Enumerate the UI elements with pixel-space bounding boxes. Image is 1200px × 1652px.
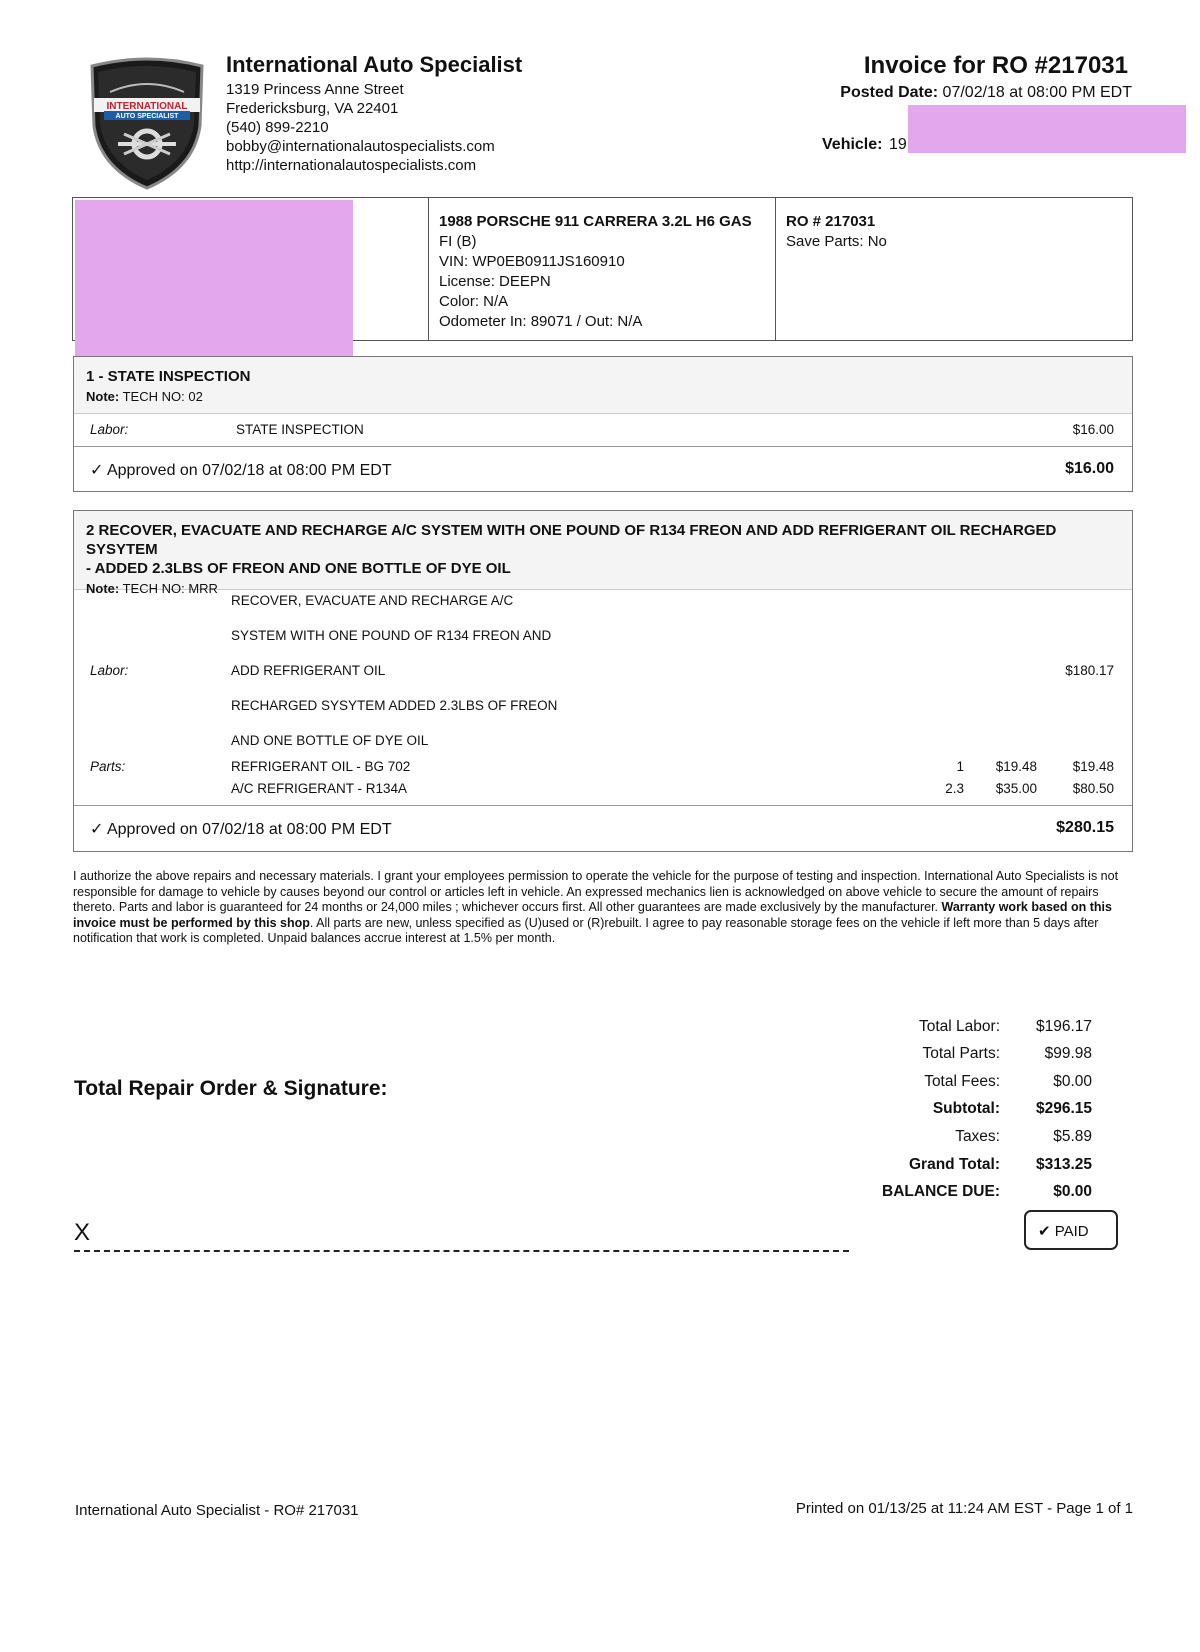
total-parts-label: Total Parts: xyxy=(922,1045,1000,1062)
taxes-value: $5.89 xyxy=(1053,1128,1092,1145)
footer-printed: Printed on 01/13/25 at 11:24 AM EST - Page 1 of 1 xyxy=(795,1500,1133,1517)
shop-name: International Auto Specialist xyxy=(226,52,523,77)
taxes-label: Taxes: xyxy=(955,1128,1000,1145)
total-fees-label: Total Fees: xyxy=(924,1073,1000,1090)
job-1-note xyxy=(86,389,1120,404)
part-1-desc: REFRIGERANT OIL - BG 702 xyxy=(231,759,411,774)
authorization-text xyxy=(73,869,1135,947)
job-2-labor-line-3: ADD REFRIGERANT OIL xyxy=(231,663,386,678)
posted-date xyxy=(840,84,1132,102)
signature-line[interactable] xyxy=(74,1250,849,1252)
part-2-price: $35.00 xyxy=(995,781,1037,796)
job-2-parts-label: Parts: xyxy=(90,759,126,774)
ro-details xyxy=(786,212,887,252)
job-1-labor-amount: $16.00 xyxy=(1072,422,1114,437)
subtotal-value: $296.15 xyxy=(1035,1100,1092,1117)
redaction-vehicle xyxy=(908,105,1186,153)
save-parts: Save Parts: No xyxy=(786,233,887,250)
job-2-total: $280.15 xyxy=(1056,819,1114,836)
job-1 xyxy=(73,356,1133,492)
vehicle-details xyxy=(428,198,776,340)
balance-due-label: BALANCE DUE: xyxy=(882,1183,1000,1200)
job-1-approved-row xyxy=(74,446,1132,491)
job-2-title-line-1: 2 RECOVER, EVACUATE AND RECHARGE A/C SYSTEM WITH ONE POUND OF R134 FREON AND ADD REFRIGERANT OIL RECHARGED SYSYTEM xyxy=(86,522,1057,558)
part-2-desc: A/C REFRIGERANT - R134A xyxy=(231,781,408,796)
job-2-labor-label: Labor: xyxy=(90,663,129,678)
part-1-price: $19.48 xyxy=(995,759,1037,774)
logo-text-2: AUTO SPECIALIST xyxy=(115,113,179,120)
job-1-labor-label: Labor: xyxy=(90,422,129,437)
part-2-qty: 2.3 xyxy=(945,781,964,796)
vehicle-odometer: Odometer In: 89071 / Out: N/A xyxy=(439,313,643,330)
job-1-note-label: Note: xyxy=(86,389,120,404)
job-2-labor-line-2: SYSTEM WITH ONE POUND OF R134 FREON AND xyxy=(231,628,552,643)
invoice-title: Invoice for RO #217031 xyxy=(863,52,1128,79)
posted-label: Posted Date: xyxy=(840,84,939,101)
job-2-labor-line-4: RECHARGED SYSYTEM ADDED 2.3LBS OF FREON xyxy=(231,698,558,713)
total-parts-value: $99.98 xyxy=(1044,1045,1092,1062)
footer-ro: International Auto Specialist - RO# 217031 xyxy=(75,1502,359,1519)
signature-title: Total Repair Order & Signature: xyxy=(74,1077,388,1100)
part-2-amount: $80.50 xyxy=(1072,781,1114,796)
vehicle-license: License: DEEPN xyxy=(439,273,551,290)
shop-address-1: 1319 Princess Anne Street xyxy=(226,81,404,98)
ro-number: RO # 217031 xyxy=(786,213,876,230)
paid-badge: ✔ PAID xyxy=(1024,1210,1118,1250)
job-2-title-line-2: - ADDED 2.3LBS OF FREON AND ONE BOTTLE OF DYE OIL xyxy=(86,560,511,577)
job-2-approved-row xyxy=(74,805,1132,850)
job-1-approved: ✓ Approved on 07/02/18 at 08:00 PM EDT xyxy=(90,462,392,479)
shop-address-2: Fredericksburg, VA 22401 xyxy=(226,100,399,117)
job-2-labor-amount: $180.17 xyxy=(1065,663,1114,678)
job-2-labor-line-1: RECOVER, EVACUATE AND RECHARGE A/C xyxy=(231,593,514,608)
job-1-title: 1 - STATE INSPECTION xyxy=(86,368,251,385)
disclaimer-warranty: Warranty work based on this invoice must be performed by this shop xyxy=(73,900,1112,930)
logo-text-1: INTERNATIONAL xyxy=(106,101,188,112)
disclaimer-part-1: I authorize the above repairs and necessary materials. I grant your employees permission to operate the vehicle for the purpose of testing and inspection. International Auto Specialists is not responsible for damage to vehicle by causes beyond our control or articles left in vehicle. An expressed mechanics lien is acknowledged on above vehicle to secure the amount of repairs thereto. Parts and labor is guaranteed for 24 months or 24,000 miles ; whichever occurs first. All other guarantees are made exclusively by the manufacturer. xyxy=(73,869,1119,915)
job-2-note-label: Note: xyxy=(86,581,120,596)
redaction-customer xyxy=(75,200,353,365)
posted-value: 07/02/18 at 08:00 PM EDT xyxy=(942,84,1132,101)
shop-logo xyxy=(86,56,208,190)
shop-website[interactable]: http://internationalautospecialists.com xyxy=(226,157,477,174)
job-1-note-text: TECH NO: 02 xyxy=(122,389,203,404)
signature-x: X xyxy=(74,1219,91,1246)
vehicle-vin: VIN: WP0EB0911JS160910 xyxy=(439,253,625,270)
job-1-total: $16.00 xyxy=(1065,460,1114,477)
job-1-labor-desc: STATE INSPECTION xyxy=(236,422,364,437)
job-1-header xyxy=(74,357,1132,414)
vehicle-color: Color: N/A xyxy=(439,293,509,310)
vehicle-label: Vehicle: xyxy=(822,136,883,153)
job-2-labor-line-5: AND ONE BOTTLE OF DYE OIL xyxy=(231,733,429,748)
total-fees-value: $0.00 xyxy=(1053,1073,1092,1090)
job-2-note-text: TECH NO: MRR xyxy=(122,581,218,596)
vehicle-value: 19 xyxy=(889,136,907,153)
total-labor-label: Total Labor: xyxy=(919,1018,1000,1035)
job-2-approved: ✓ Approved on 07/02/18 at 08:00 PM EDT xyxy=(90,821,392,838)
shop-phone: (540) 899-2210 xyxy=(226,119,329,136)
job-2 xyxy=(73,510,1133,852)
part-1-amount: $19.48 xyxy=(1072,759,1114,774)
grand-total-label: Grand Total: xyxy=(909,1156,1000,1173)
shop-email[interactable]: bobby@internationalautospecialists.com xyxy=(226,138,495,155)
part-1-qty: 1 xyxy=(956,759,964,774)
disclaimer-part-2: . All parts are new, unless specified as (U)used or (R)rebuilt. I agree to pay reasonable storage fees on the vehicle if left more than 5 days after notification that work is completed. Unpaid balances accrue interest at 1.5% per month. xyxy=(73,915,1099,946)
job-2-header xyxy=(74,511,1132,596)
grand-total-value: $313.25 xyxy=(1035,1156,1092,1173)
vehicle-model-2: FI (B) xyxy=(439,233,477,250)
total-labor-value: $196.17 xyxy=(1035,1018,1092,1035)
vehicle-model: 1988 PORSCHE 911 CARRERA 3.2L H6 GAS xyxy=(439,213,752,230)
balance-due-value: $0.00 xyxy=(1053,1183,1092,1200)
subtotal-label: Subtotal: xyxy=(932,1100,1000,1117)
